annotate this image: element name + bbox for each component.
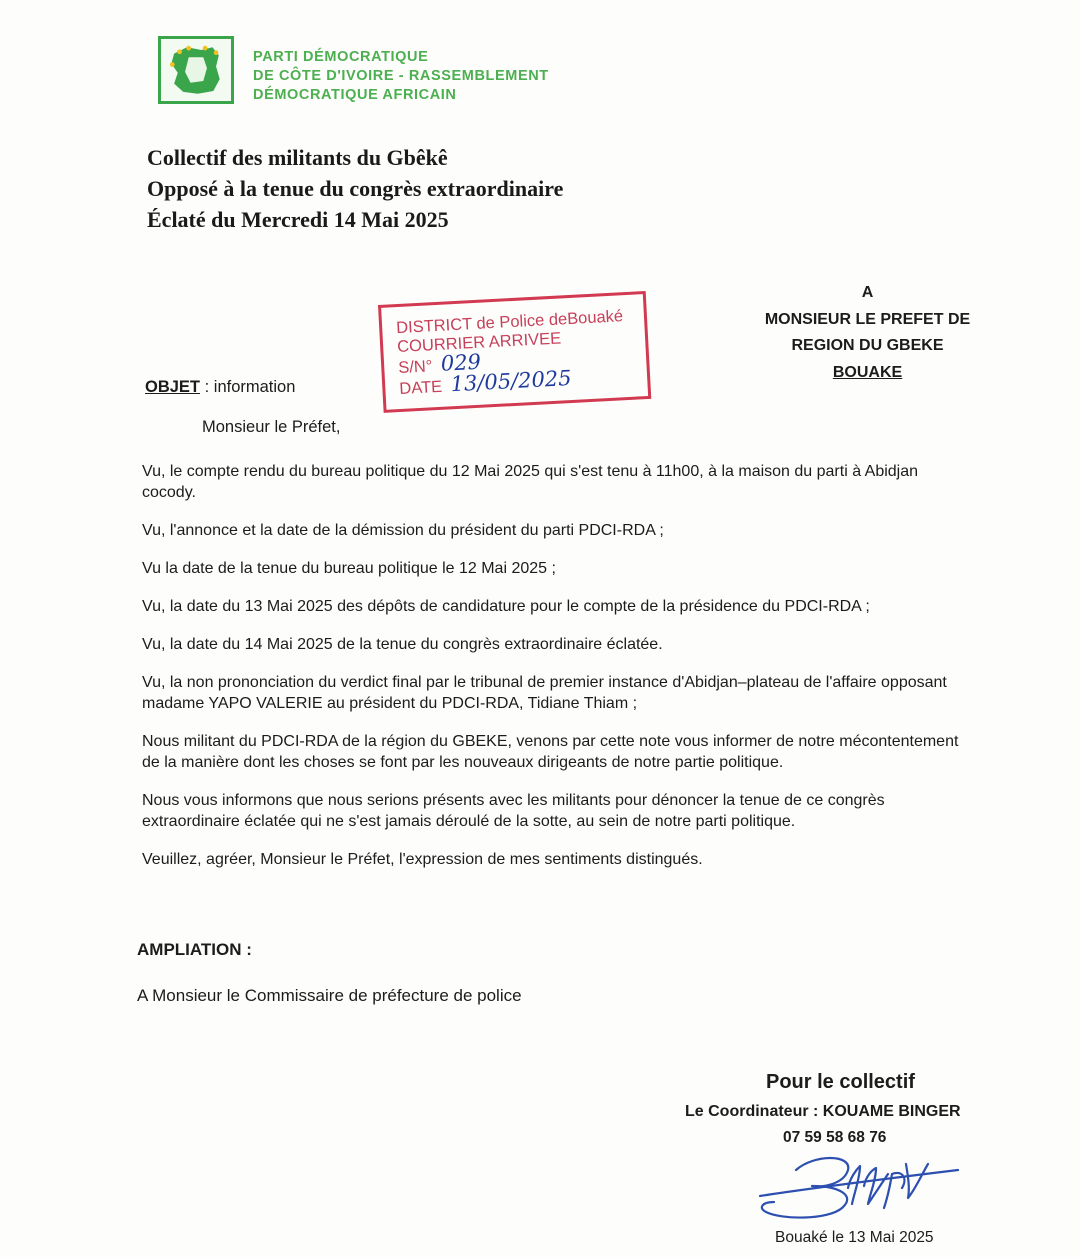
title-line: Collectif des militants du Gbêkê [147,145,448,170]
place-and-date: Bouaké le 13 Mai 2025 [775,1229,934,1246]
body-paragraph: Veuillez, agréer, Monsieur le Préfet, l'expression de mes sentiments distingués. [142,851,703,868]
subject-label: OBJET [145,378,201,396]
party-name-line: PARTI DÉMOCRATIQUE [253,49,429,65]
addressee-city: BOUAKE [832,363,903,381]
stamp-number-label: S/N° [397,357,433,378]
party-name-line: DE CÔTE D'IVOIRE - RASSEMBLEMENT [253,68,549,84]
coordinator-name: Le Coordinateur : KOUAME BINGER [685,1103,961,1120]
addressee-line: MONSIEUR LE PREFET DE [764,310,971,328]
addressee-line: A [861,284,874,301]
map-icon [161,39,231,101]
body-paragraph: Vu, l'annonce et la date de la démission du président du parti PDCI-RDA ; [142,522,664,539]
subject-value: information [213,378,296,396]
party-logo-icon [158,36,234,104]
body-paragraph: Vu, la date du 14 Mai 2025 de la tenue du congrès extraordinaire éclatée. [142,636,663,653]
addressee-block [760,280,975,386]
letter-title [147,142,563,235]
coordinator-phone: 07 59 58 68 76 [783,1129,887,1146]
ampliation-heading: AMPLIATION : [137,940,252,959]
signature-icon [752,1148,967,1228]
title-line: Éclaté du Mercredi 14 Mai 2025 [147,207,449,232]
salutation: Monsieur le Préfet, [202,418,341,436]
stamp-date-value: 13/05/2025 [449,365,573,397]
party-name-line: DÉMOCRATIQUE AFRICAIN [253,87,457,103]
subject-line [145,378,295,397]
title-line: Opposé à la tenue du congrès extraordinaire [147,176,564,201]
signature-heading: Pour le collectif [766,1071,915,1093]
stamp-date-label: DATE [398,377,443,398]
stamp-line: COURRIER ARRIVEE [396,329,562,357]
body-paragraph: Vu, la non prononciation du verdict final par le tribunal de premier instance d'Abidjan–plateau de l'affaire opposant madame YAPO VALERIE au président du PDCI-RDA, Tidiane Thiam ; [142,674,947,712]
party-name [253,48,549,105]
subject-separator: : [200,378,214,396]
stamp-number-value: 029 [440,349,482,376]
body-paragraph: Vu, la date du 13 Mai 2025 des dépôts de candidature pour le compte de la présidence du PDCI-RDA ; [142,598,870,615]
body-paragraph: Nous militant du PDCI-RDA de la région du GBEKE, venons par cette note vous informer de notre mécontentement de la manière dont les choses se font par les nouveaux dirigeants de notre partie politique. [142,733,959,771]
ampliation-recipient: A Monsieur le Commissaire de préfecture de police [137,986,522,1005]
letter-body [142,461,967,887]
reception-stamp [378,291,651,413]
body-paragraph: Nous vous informons que nous serions présents avec les militants pour dénoncer la tenue de ce congrès extraordinaire éclatée qui ne s'est jamais déroulé de la sotte, au sein de notre parti politique. [142,792,885,830]
body-paragraph: Vu, le compte rendu du bureau politique du 12 Mai 2025 qui s'est tenu à 11h00, à la maison du parti à Abidjan cocody. [142,463,919,501]
body-paragraph: Vu la date de la tenue du bureau politique le 12 Mai 2025 ; [142,560,556,577]
addressee-line: REGION DU GBEKE [791,337,944,354]
stamp-line: DISTRICT de Police deBouaké [395,307,624,338]
